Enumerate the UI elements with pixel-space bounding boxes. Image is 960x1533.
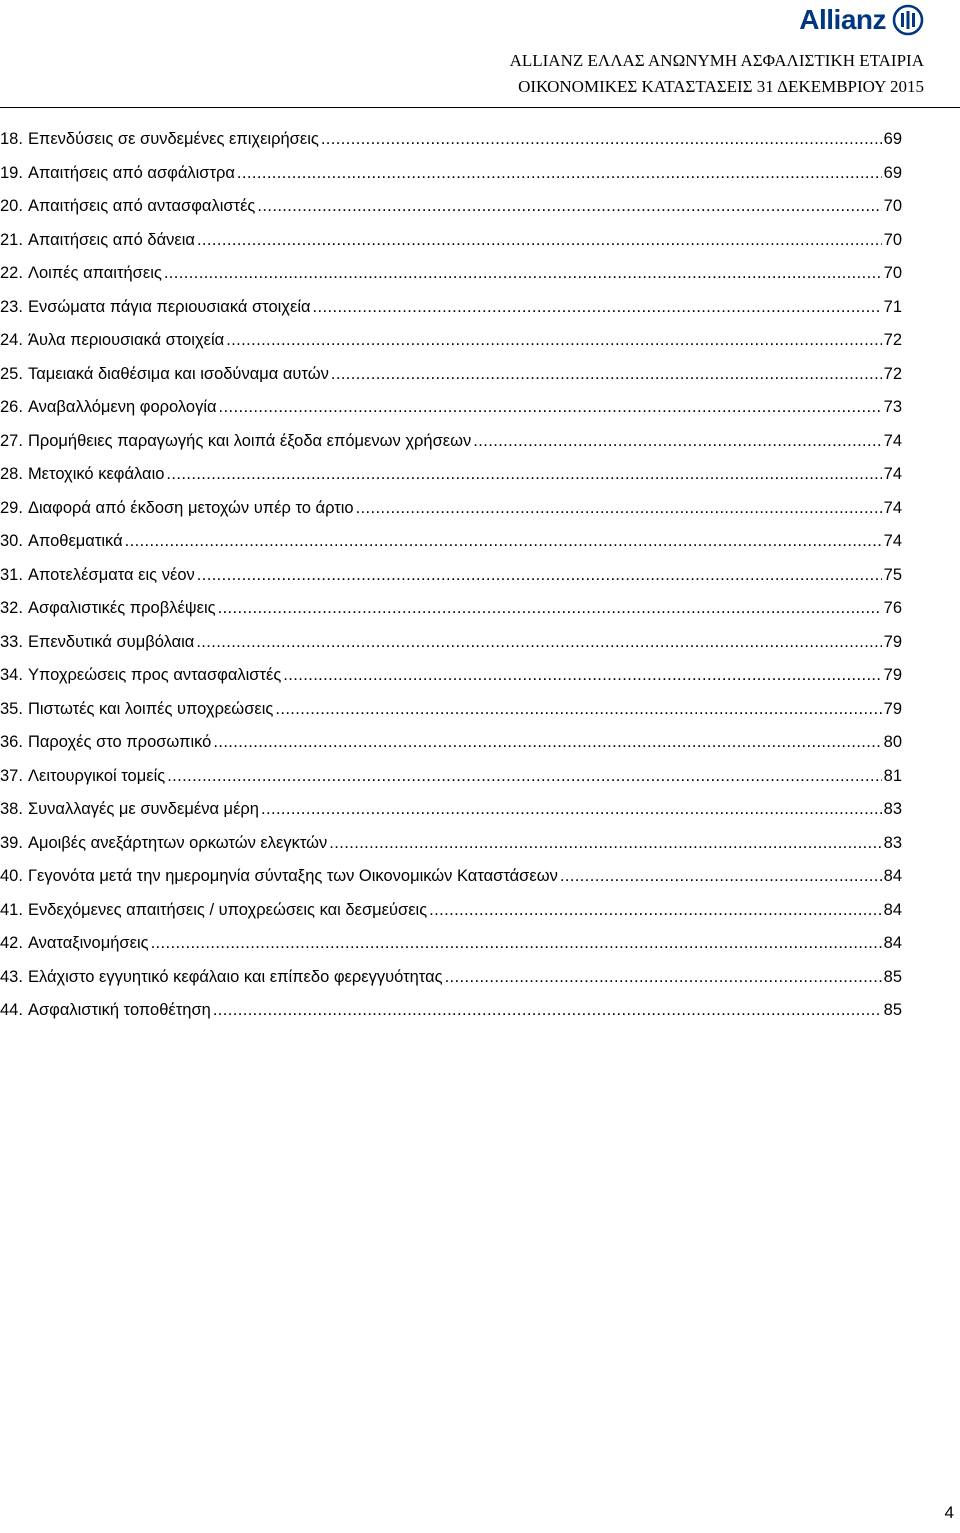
toc-dot-leader [473, 425, 881, 459]
toc-entry-title: Αναβαλλόμενη φορολογία [27, 398, 217, 416]
toc-entry-number: 36. [0, 733, 23, 751]
toc-entry-number: 40. [0, 867, 23, 885]
allianz-eagle-icon [892, 4, 924, 36]
toc-dot-leader [445, 961, 882, 995]
toc-dot-leader [237, 157, 882, 191]
toc-entry-title: Λειτουργικοί τομείς [27, 766, 166, 785]
toc-entry-title: Ενδεχόμενες απαιτήσεις / υποχρεώσεις και δεσμεύσεις [27, 900, 428, 919]
toc-entry-number: 26. [0, 398, 23, 416]
toc-entry-page: 70 [883, 197, 902, 215]
toc-entry[interactable] [0, 760, 902, 794]
toc-entry[interactable] [0, 860, 902, 894]
toc-dot-leader [213, 726, 881, 760]
toc-entry-page: 74 [883, 465, 902, 483]
toc-entry[interactable] [0, 324, 902, 358]
toc-entry[interactable] [0, 123, 902, 157]
toc-entry-page: 79 [883, 632, 902, 651]
toc-dot-leader [213, 994, 882, 1028]
toc-entry-page: 75 [883, 565, 902, 584]
toc-entry-title: Αναταξινομήσεις [27, 934, 149, 952]
toc-entry-title: Άυλα περιουσιακά στοιχεία [27, 331, 225, 349]
toc-entry[interactable] [0, 659, 902, 693]
document-header [510, 48, 924, 100]
toc-entry[interactable] [0, 492, 902, 526]
toc-entry-title: Συναλλαγές με συνδεμένα μέρη [27, 800, 259, 818]
toc-dot-leader [219, 391, 882, 425]
toc-entry-page: 76 [883, 599, 902, 617]
toc-entry-page: 70 [883, 230, 902, 249]
toc-entry-page: 73 [883, 398, 902, 416]
toc-entry-page: 69 [883, 130, 902, 148]
toc-entry-number: 27. [0, 431, 23, 450]
toc-dot-leader [275, 693, 881, 727]
toc-entry[interactable] [0, 961, 902, 995]
toc-entry[interactable] [0, 257, 902, 291]
toc-entry-number: 32. [0, 599, 23, 617]
toc-dot-leader [313, 291, 882, 325]
toc-entry-number: 20. [0, 197, 23, 215]
toc-dot-leader [166, 458, 881, 492]
toc-dot-leader [151, 927, 882, 961]
toc-entry[interactable] [0, 224, 902, 258]
toc-entry-number: 28. [0, 465, 23, 483]
toc-entry-page: 80 [883, 733, 902, 751]
toc-entry[interactable] [0, 358, 902, 392]
company-name: ALLIANZ ΕΛΛΑΣ ΑΝΩΝΥΜΗ ΑΣΦΑΛΙΣΤΙΚΗ ΕΤΑΙΡΙΑ [509, 51, 924, 70]
toc-entry-title: Επενδύσεις σε συνδεμένες επιχειρήσεις [27, 130, 319, 148]
toc-entry[interactable] [0, 559, 902, 593]
toc-entry-title: Γεγονότα μετά την ημερομηνία σύνταξης των Οικονομικών Καταστάσεων [27, 867, 558, 885]
toc-entry-title: Ενσώματα πάγια περιουσιακά στοιχεία [27, 297, 311, 316]
toc-dot-leader [197, 559, 882, 593]
toc-entry[interactable] [0, 827, 902, 861]
toc-entry-number: 21. [0, 230, 23, 249]
toc-entry-number: 24. [0, 331, 23, 349]
toc-dot-leader [226, 324, 881, 358]
toc-entry-title: Ασφαλιστικές προβλέψεις [27, 599, 216, 617]
toc-entry-page: 84 [883, 867, 902, 885]
toc-entry-number: 19. [0, 163, 23, 182]
toc-entry-title: Λοιπές απαιτήσεις [27, 264, 162, 282]
toc-dot-leader [197, 224, 882, 258]
toc-entry-page: 72 [883, 364, 902, 383]
toc-entry-title: Μετοχικό κεφάλαιο [27, 465, 165, 483]
toc-dot-leader [261, 793, 882, 827]
toc-entry[interactable] [0, 693, 902, 727]
toc-entry-title: Ταμειακά διαθέσιμα και ισοδύναμα αυτών [27, 364, 329, 383]
toc-entry-page: 74 [883, 532, 902, 550]
toc-dot-leader [321, 123, 882, 157]
document-subtitle: ΟΙΚΟΝΟΜΙΚΕΣ ΚΑΤΑΣΤΑΣΕΙΣ 31 ΔΕΚΕΜΒΡΙΟΥ 2015 [518, 77, 924, 96]
toc-entry[interactable] [0, 525, 902, 559]
toc-entry-page: 81 [883, 766, 902, 785]
toc-entry-number: 22. [0, 264, 23, 282]
toc-entry-number: 33. [0, 632, 23, 651]
toc-dot-leader [125, 525, 882, 559]
toc-entry-title: Πιστωτές και λοιπές υποχρεώσεις [27, 699, 274, 718]
toc-entry-number: 41. [0, 900, 23, 919]
toc-entry-number: 25. [0, 364, 23, 383]
toc-dot-leader [196, 626, 881, 660]
toc-dot-leader [164, 257, 882, 291]
toc-entry[interactable] [0, 793, 902, 827]
toc-entry-page: 70 [883, 264, 902, 282]
toc-dot-leader [331, 358, 882, 392]
toc-entry-page: 84 [883, 900, 902, 919]
toc-entry[interactable] [0, 291, 902, 325]
toc-entry[interactable] [0, 425, 902, 459]
toc-entry-page: 83 [883, 833, 902, 852]
toc-entry-number: 44. [0, 1001, 23, 1019]
allianz-logo [799, 4, 924, 36]
toc-entry-title: Ελάχιστο εγγυητικό κεφάλαιο και επίπεδο φερεγγυότητας [27, 967, 443, 986]
toc-dot-leader [356, 492, 882, 526]
toc-entry-title: Προμήθειες παραγωγής και λοιπά έξοδα επόμενων χρήσεων [27, 431, 472, 450]
toc-entry-number: 39. [0, 833, 23, 852]
toc-entry-page: 71 [883, 297, 902, 316]
toc-entry-number: 38. [0, 800, 23, 818]
toc-entry[interactable] [0, 626, 902, 660]
toc-entry-title: Αμοιβές ανεξάρτητων ορκωτών ελεγκτών [27, 833, 328, 852]
toc-dot-leader [560, 860, 882, 894]
toc-entry-number: 42. [0, 934, 23, 952]
toc-dot-leader [429, 894, 881, 928]
toc-entry[interactable] [0, 927, 902, 961]
toc-entry-title: Αποθεματικά [27, 532, 123, 550]
toc-entry-page: 79 [883, 666, 902, 684]
toc-entry-page: 72 [883, 331, 902, 349]
toc-entry-title: Απαιτήσεις από ασφάλιστρα [27, 163, 235, 182]
toc-dot-leader [218, 592, 882, 626]
toc-entry[interactable] [0, 190, 902, 224]
table-of-contents [0, 123, 902, 1028]
page-number: 4 [944, 1503, 954, 1522]
toc-entry[interactable] [0, 726, 902, 760]
toc-entry-page: 85 [883, 1001, 902, 1019]
toc-entry-number: 23. [0, 297, 23, 316]
toc-entry-title: Απαιτήσεις από αντασφαλιστές [27, 197, 256, 215]
toc-entry-number: 29. [0, 498, 23, 517]
toc-entry[interactable] [0, 592, 902, 626]
toc-dot-leader [329, 827, 881, 861]
toc-entry-page: 84 [883, 934, 902, 952]
toc-entry[interactable] [0, 894, 902, 928]
toc-dot-leader [257, 190, 881, 224]
toc-entry-page: 83 [883, 800, 902, 818]
toc-entry-number: 37. [0, 766, 23, 785]
toc-entry-number: 30. [0, 532, 23, 550]
toc-entry[interactable] [0, 391, 902, 425]
toc-entry-page: 74 [883, 431, 902, 450]
toc-entry-number: 18. [0, 130, 23, 148]
toc-entry-page: 74 [883, 498, 902, 517]
toc-entry-title: Ασφαλιστική τοποθέτηση [27, 1001, 211, 1019]
toc-entry-page: 69 [883, 163, 902, 182]
toc-entry-title: Επενδυτικά συμβόλαια [27, 632, 195, 651]
logo-text: Allianz [799, 4, 886, 35]
toc-entry[interactable] [0, 157, 902, 191]
toc-entry-number: 35. [0, 699, 23, 718]
header-divider [0, 107, 960, 108]
toc-entry[interactable] [0, 458, 902, 492]
toc-entry-page: 79 [883, 699, 902, 718]
toc-entry-number: 34. [0, 666, 23, 684]
toc-entry-title: Παροχές στο προσωπικό [27, 733, 212, 751]
toc-entry-page: 85 [883, 967, 902, 986]
toc-dot-leader [167, 760, 881, 794]
toc-entry-number: 43. [0, 967, 23, 986]
toc-entry-title: Υποχρεώσεις προς αντασφαλιστές [27, 666, 282, 684]
toc-entry-number: 31. [0, 565, 23, 584]
toc-entry-title: Διαφορά από έκδοση μετοχών υπέρ το άρτιο [27, 498, 354, 517]
toc-entry-title: Αποτελέσματα εις νέον [27, 565, 195, 584]
toc-entry[interactable] [0, 994, 902, 1028]
toc-entry-title: Απαιτήσεις από δάνεια [27, 230, 195, 249]
toc-dot-leader [283, 659, 881, 693]
